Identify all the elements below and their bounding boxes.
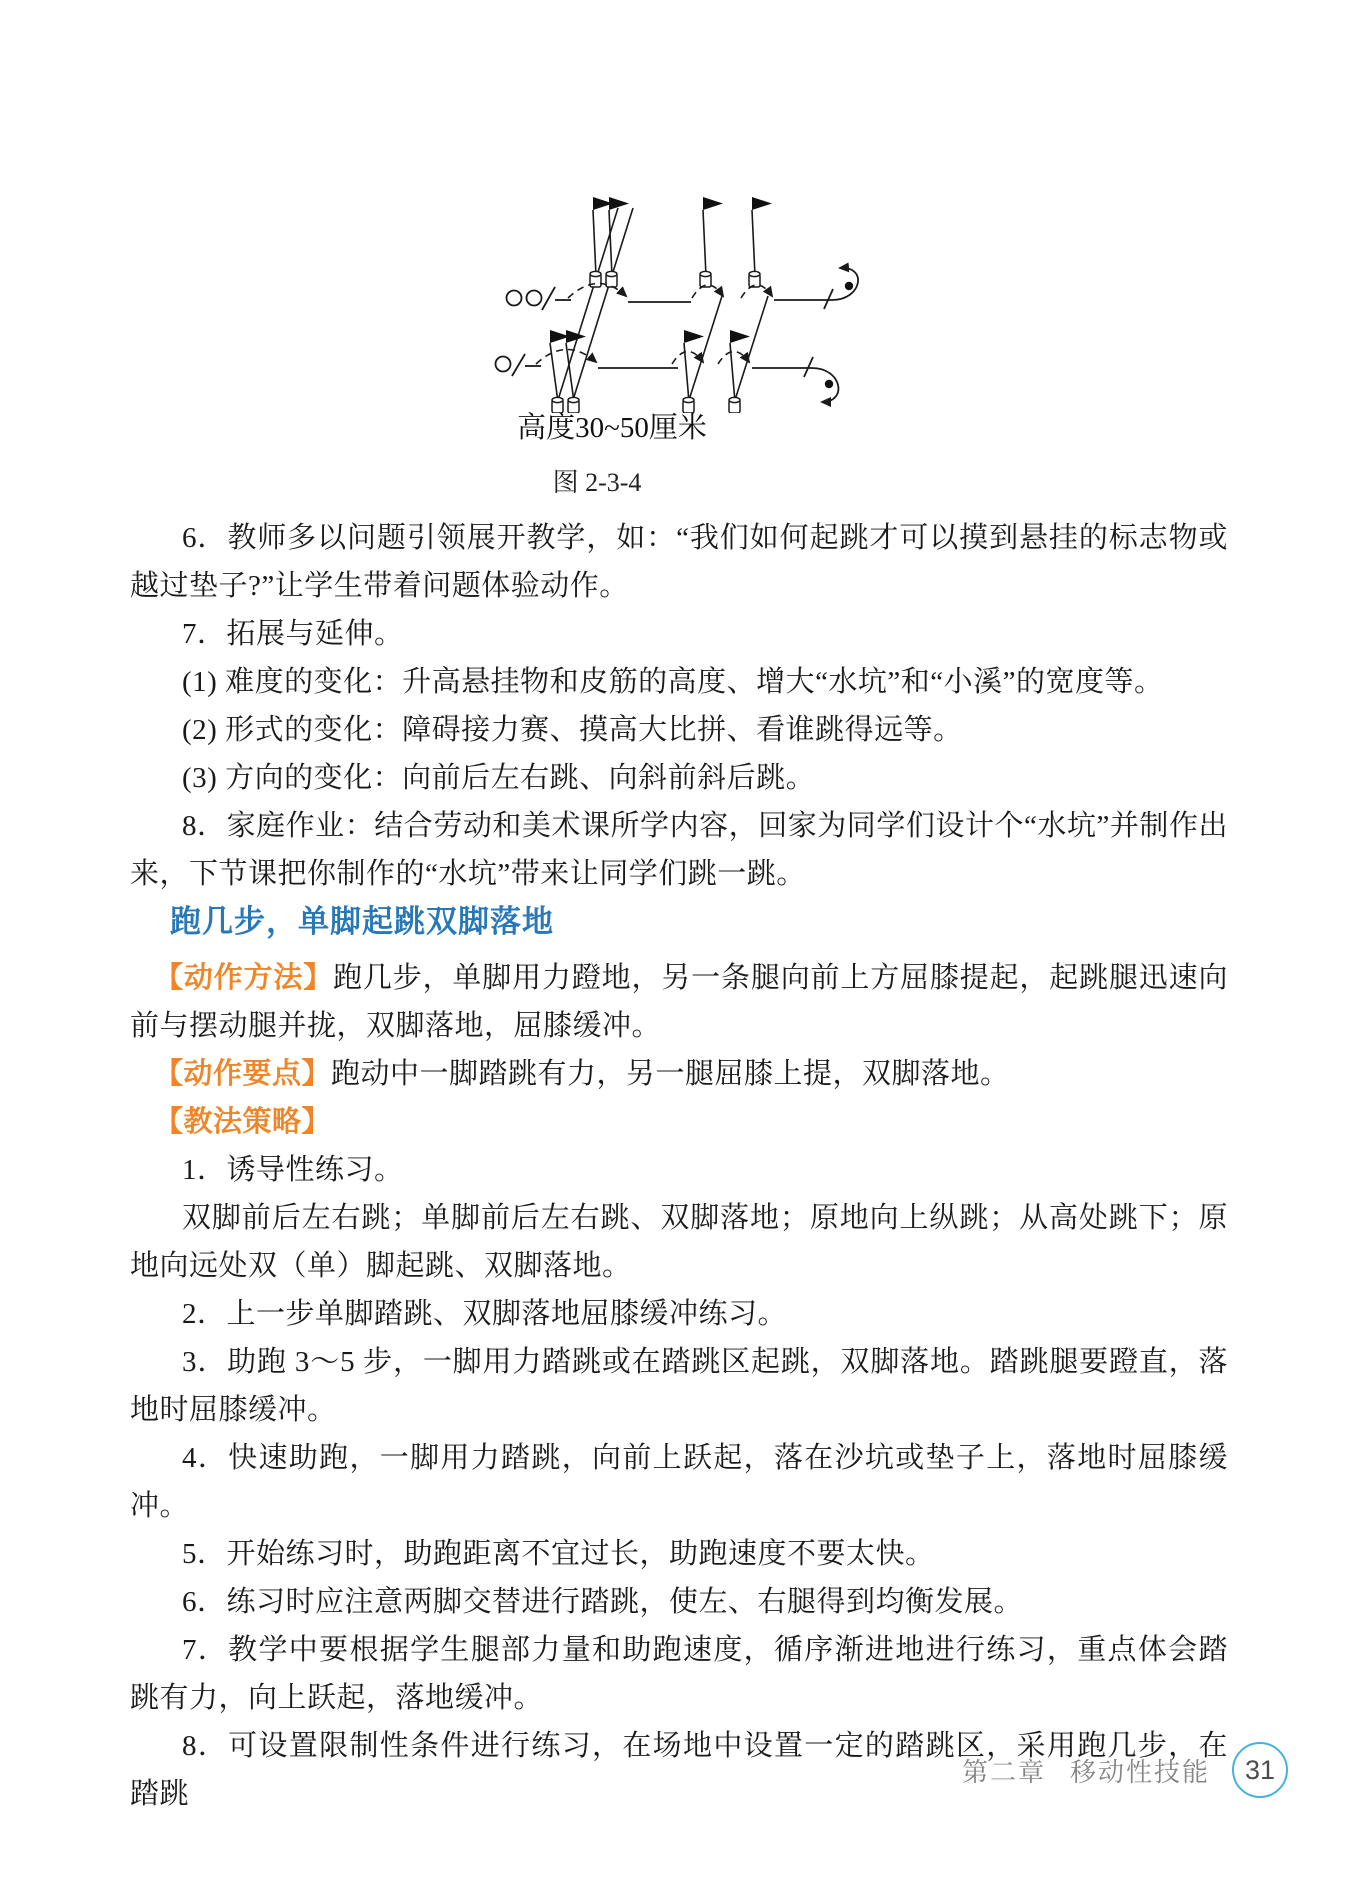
teaching-strategy-paragraph [130,1098,1228,1146]
paragraph-7: 7．拓展与延伸。 [182,618,404,650]
paragraph-8: 8．家庭作业：结合劳动和美术课所学内容，回家为同学们设计个“水坑”并制作出来，下节课把你制作的“水坑”带来让同学们跳一跳。 [130,810,1228,890]
strategy-item-2: 2．上一步单脚踏跳、双脚落地屈膝缓冲练习。 [182,1298,788,1330]
student-marker [507,291,522,306]
cone-base-top [729,397,740,402]
variation-item-2: (2) 形式的变化：障碍接力赛、摸高大比拼、看谁跳得远等。 [182,714,963,746]
footer-chapter: 第二章 [961,1756,1046,1787]
flag-pole [593,210,596,276]
strategy-item-1: 1．诱导性练习。 [182,1154,404,1186]
strategy-item-7: 7．教学中要根据学生腿部力量和助跑速度，循序渐进地进行练习，重点体会踏跳有力，向上跃起，落地缓冲。 [130,1634,1228,1714]
turn-dot [845,282,853,290]
flag-pole [609,210,612,276]
student-marker [527,291,542,306]
cone-base-top [700,271,711,276]
strategy-item-1-detail: 双脚前后左右跳；单脚前后左右跳、双脚落地；原地向上纵跳；从高处跳下；原地向远处双（单）脚起跳、双脚落地。 [130,1202,1228,1282]
cone-base-top [590,271,601,276]
cone-base-top [749,271,760,276]
flag-pole [703,210,706,276]
flag-icon [752,197,772,210]
flag-pole [752,210,755,276]
cone-base-top [683,397,694,402]
strategy-item-5: 5．开始练习时，助跑距离不宜过长，助跑速度不要太快。 [182,1538,935,1570]
flag-icon [730,330,750,343]
start-slash [542,287,555,310]
page-footer [0,1742,1359,1798]
footer-section: 移动性技能 [1069,1756,1210,1787]
action-method-text: 跑几步，单脚用力蹬地，另一条腿向前上方屈膝提起，起跳腿迅速向前与摆动腿并拢，双脚落地，屈膝缓冲。 [130,962,1228,1042]
teaching-strategy-label: 【教法策略】 [154,1106,332,1138]
turn-dot [825,380,833,388]
action-method-label: 【动作方法】 [154,962,334,994]
variation-item-3: (3) 方向的变化：向前后左右跳、向斜前斜后跳。 [182,762,816,794]
flag-icon [684,330,704,343]
turnaround-arrow [832,268,858,300]
key-points-paragraph [130,1050,1228,1098]
leaning-pole [558,208,618,400]
page-body [130,514,1228,1818]
cone-base-top [606,271,617,276]
figure-2-3-4 [400,158,890,499]
strategy-item-4: 4．快速助跑，一脚用力踏跳，向前上跃起，落在沙坑或垫子上，落地时屈膝缓冲。 [130,1442,1228,1522]
strategy-item-3: 3．助跑 3～5 步，一脚用力踏跳或在踏跳区起跳，双脚落地。踏跳腿要蹬直，落地时屈膝缓冲。 [130,1346,1228,1426]
finish-tick [824,289,833,309]
action-method-paragraph [130,954,1228,1050]
key-points-text: 跑动中一脚踏跳有力，另一腿屈膝上提，双脚落地。 [331,1058,1010,1090]
leaning-pole [689,296,722,400]
key-points-label: 【动作要点】 [154,1058,332,1090]
section-heading: 跑几步，单脚起跳双脚落地 [170,904,554,939]
figure-label: 图 2-3-4 [552,468,642,497]
leaning-pole [573,208,633,400]
paragraph-6: 6．教师多以问题引领展开教学，如：“我们如何起跳才可以摸到悬挂的标志物或越过垫子?”让学生带着问题体验动作。 [130,522,1228,602]
flag-icon [703,197,723,210]
cone-base-top [552,397,563,402]
strategy-item-6: 6．练习时应注意两脚交替进行踏跳，使左、右腿得到均衡发展。 [182,1586,1024,1618]
page-number-badge: 31 [1232,1742,1288,1798]
jump-arc [672,351,703,364]
student-marker [496,357,511,372]
jump-arc [718,351,749,364]
variation-item-1: (1) 难度的变化：升高悬挂物和皮筋的高度、增大“水坑”和“小溪”的宽度等。 [182,666,1164,698]
strategy-item-8: 8．可设置限制性条件进行练习，在场地中设置一定的踏跳区，采用跑几步，在踏跳 [130,1730,1228,1810]
figure-annotation: 高度30~50厘米 [517,412,707,444]
leaning-pole [735,296,768,400]
cone-base-top [568,397,579,402]
finish-tick [804,357,813,377]
obstacle-course-diagram [400,158,890,413]
flag-icon [609,197,629,210]
start-slash [512,354,525,376]
